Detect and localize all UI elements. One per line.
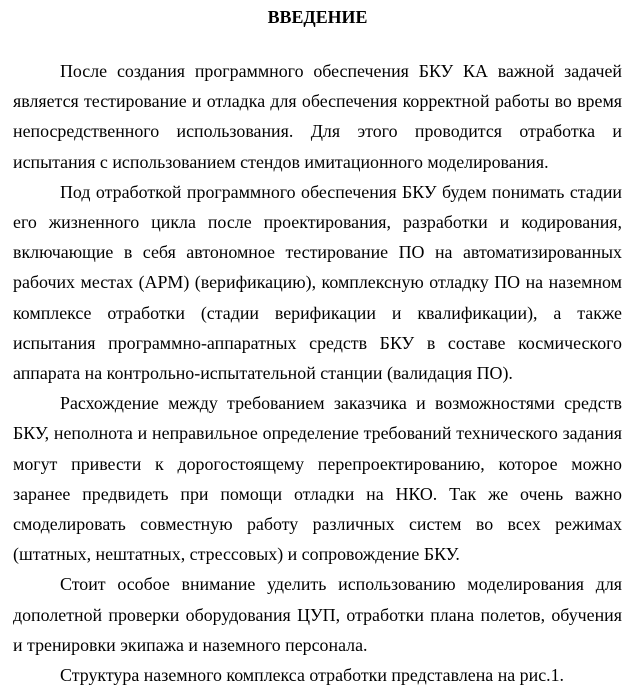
paragraph-2: Под отработкой программного обеспечения БКУ будем понимать стадии его жизненного цикла после проектирования, разработки и кодирования, включающие в себя автономное тестирование ПО на автоматизированных рабочих местах (АРМ) (верификацию), комплексную отладку ПО на наземном комплексе отработки (стадии верификации и квалификации), а также испытания программно-аппаратных средств БКУ в составе космического аппарата на контрольно-испытательной станции (валидация ПО). <box>13 181 622 384</box>
paragraph-3: Расхождение между требованием заказчика и возможностями средств БКУ, неполнота и неправильное определение требований технического задания могут привести к дорогостоящему перепроектированию, которое можно заранее предвидеть при помощи отладки на НКО. Так же очень важно смоделировать совместную работу различных систем во всех режимах (штатных, нештатных, стрессовых) и сопровождение БКУ. <box>13 393 622 565</box>
paragraph-1: После создания программного обеспечения БКУ КА важной задачей является тестирование и отладка для обеспечения корректной работы во время непосредственного использования. Для этого проводится отработка и испытания с использованием стендов имитационного моделирования. <box>13 61 622 172</box>
page-title: ВВЕДЕНИЕ <box>267 7 368 27</box>
paragraph-5: Структура наземного комплекса отработки представлена на рис.1. <box>60 665 565 686</box>
paragraph-4: Стоит особое внимание уделить использованию моделирования для дополетной проверки оборудования ЦУП, отработки плана полетов, обучения и тренировки экипажа и наземного персонала. <box>13 574 622 655</box>
